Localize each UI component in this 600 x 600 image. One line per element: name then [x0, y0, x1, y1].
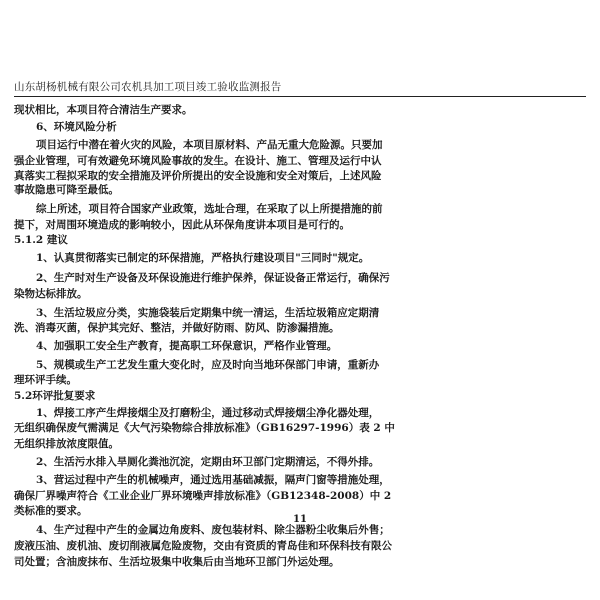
- body-line: 4、加强职工安全生产教育，提高职工环保意识，严格作业管理。: [36, 340, 338, 352]
- body-line: 3、营运过程中产生的机械噪声，通过选用基础减振，隔声门窗等措施处理，: [36, 474, 390, 486]
- body-line: 综上所述，项目符合国家产业政策，选址合理，在采取了以上所提措施的前: [36, 203, 383, 215]
- body-line: 废液压油、废机油、废切削液属危险废物，交由有资质的青岛佳和环保科技有限公: [14, 540, 392, 552]
- body-line: 司处置；含油废抹布、生活垃圾集中收集后由当地环卫部门外运处理。: [14, 556, 340, 568]
- body-line: 无组织确保废气需满足《大气污染物综合排放标准》（GB16297-1996）表 2 中: [14, 422, 395, 434]
- section-heading: 5.1.2 建议: [14, 234, 68, 246]
- body-line: 1、焊接工序产生焊接烟尘及打磨粉尘，通过移动式焊接烟尘净化器处理，: [36, 407, 380, 419]
- body-line: 项目运行中潜在着火灾的风险，本项目原材料、产品无重大危险源。只要加: [36, 139, 383, 151]
- body-line: 无组织排放浓度限值。: [14, 438, 119, 450]
- body-line: 3、生活垃圾应分类，实施袋装后定期集中统一清运，生活垃圾箱应定期清: [36, 307, 380, 319]
- body-line: 洗、消毒灭菌，保护其完好、整洁，并做好防雨、防风、防渗漏措施。: [14, 322, 340, 334]
- body-line: 现状相比，本项目符合清洁生产要求。: [14, 104, 193, 116]
- section-heading: 5.2环评批复要求: [14, 390, 96, 402]
- body-line: 真落实工程拟采取的安全措施及评价所提出的安全设施和安全对策后，上述风险: [14, 170, 382, 182]
- body-line: 4、生产过程中产生的金属边角废料、废包装材料、除尘器粉尘收集后外售；: [36, 524, 390, 536]
- body-line: 理环评手续。: [14, 374, 77, 386]
- report-header-title: 山东胡杨机械有限公司农机具加工项目竣工验收监测报告: [14, 81, 282, 93]
- body-line: 强企业管理，可有效避免环境风险事故的发生。在设计、施工、管理及运行中认: [14, 155, 382, 167]
- page-number: 11: [293, 514, 307, 525]
- body-line: 染物达标排放。: [14, 288, 88, 300]
- body-line: 2、生产时对生产设备及环保设施进行维护保养，保证设备正常运行，确保污: [36, 272, 390, 284]
- body-line: 1、认真贯彻落实已制定的环保措施，严格执行建设项目"三同时"规定。: [36, 252, 370, 264]
- body-line: 5、规模或生产工艺发生重大变化时，应及时向当地环保部门申请，重新办: [36, 359, 380, 371]
- header-divider: [14, 96, 586, 97]
- body-line: 确保厂界噪声符合《工业企业厂界环境噪声排放标准》（GB12348-2008）中 2: [14, 490, 392, 502]
- section-heading: 6、环境风险分析: [36, 121, 117, 133]
- body-line: 2、生活污水排入旱厕化粪池沉淀，定期由环卫部门定期清运，不得外排。: [36, 456, 380, 468]
- body-line: 提下，对周围环境造成的影响较小，因此从环保角度讲本项目是可行的。: [14, 219, 350, 231]
- body-line: 类标准的要求。: [14, 505, 88, 517]
- body-line: 事故隐患可降至最低。: [14, 184, 119, 196]
